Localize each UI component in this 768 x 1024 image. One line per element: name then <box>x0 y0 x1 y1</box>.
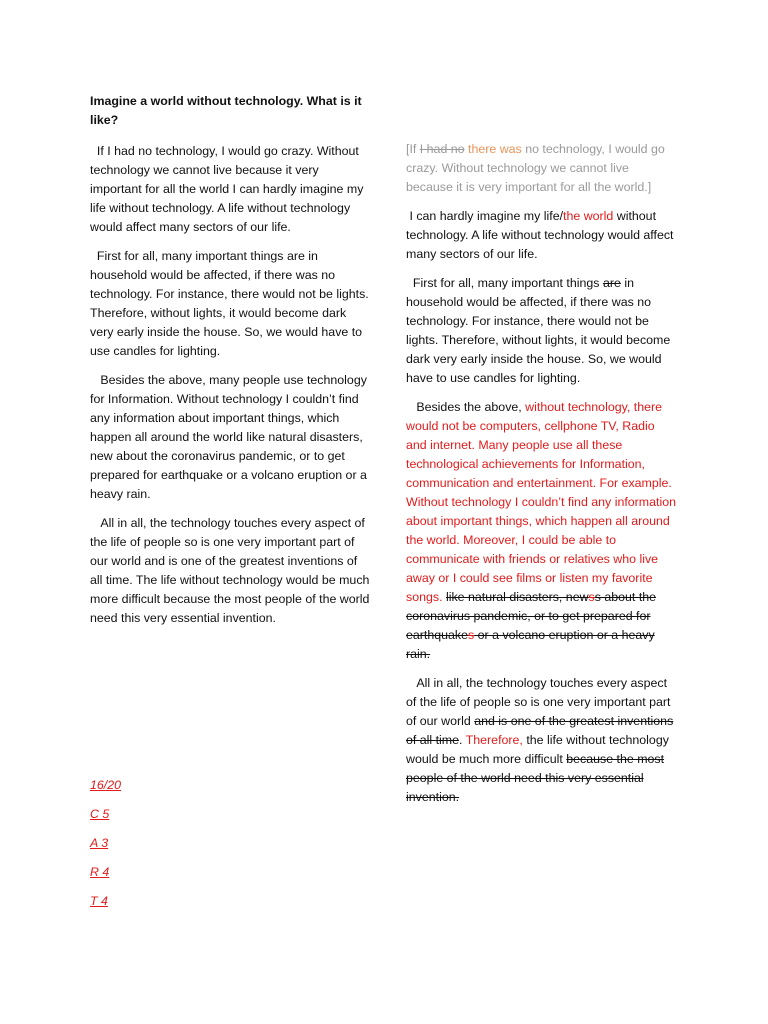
correction-p0-rest: no technology, I would go crazy. Without technology we cannot live because it is very important for all the world.] <box>406 142 665 194</box>
essay-paragraph-4 <box>90 514 370 628</box>
correction-p3-strike-1: like natural disasters, new <box>445 590 589 604</box>
grade-r: R 4 <box>90 865 110 879</box>
correction-p3-strike-s2: s <box>468 628 475 642</box>
correction-p2-b: in household would be affected, if there was no technology. For instance, there would not be lights. Therefore, without lights, it would become dark very early inside the house. So, we would have to use candles for lighting. <box>406 276 671 385</box>
correction-p1-b: without technology. A life without technology would affect many sectors of our life. <box>406 209 674 261</box>
correction-p4-strike-2: because the most people of the world need this very essential invention. <box>406 752 665 804</box>
grade-t: T 4 <box>90 894 108 908</box>
essay-paragraph-1-text: If I had no technology, I would go crazy. Without technology we cannot live because it very important for all the world I can hardly imagine my life without technology. A life without technology would affect many sectors of our life. <box>90 144 364 234</box>
original-essay <box>90 92 370 638</box>
correction-paragraph-3 <box>406 398 678 664</box>
correction-p4-insert: Therefore, <box>465 733 523 747</box>
correction-paragraph-2 <box>406 274 678 388</box>
essay-paragraph-4-text: All in all, the technology touches every aspect of the life of people so is one very important part of our world and is one of the greatest inventions of all time. The life without technology would be much more difficult because the most people of the world need this very essential invention. <box>90 516 370 625</box>
essay-paragraph-3-text: Besides the above, many people use technology for Information. Without technology I couldn’t find any information about important things, which happen all around the world like natural disasters, new about the coronavirus pandemic, or to get prepared for earthquake or a volcano eruption or a heavy rain. <box>90 373 367 501</box>
correction-p4-b: . <box>459 733 466 747</box>
correction-p1-a: I can hardly imagine my life/ <box>409 209 564 223</box>
essay-paragraph-2 <box>90 247 370 361</box>
correction-paragraph-0 <box>406 140 678 197</box>
correction-p3-strike-4: or a volcano eruption or a heavy rain. <box>406 628 655 661</box>
essay-paragraph-3 <box>90 371 370 504</box>
correction-paragraph-1 <box>406 207 678 264</box>
correction-p3-insert-1: without technology, there would not be computers, cellphone TV, Radio and internet. Many people use all these technological achievements for Information, communication and entertainment. For example. <box>406 400 672 490</box>
corrected-essay <box>406 140 678 817</box>
grade-list <box>90 776 121 921</box>
correction-p2-a: First for all, many important things <box>412 276 603 290</box>
correction-p1-insert: the world <box>563 209 614 223</box>
correction-p4-c: the life without technology would be much more difficult <box>406 733 669 766</box>
correction-p2-strike: are <box>602 276 621 290</box>
essay-paragraph-1 <box>90 142 370 237</box>
grade-c: C 5 <box>90 807 110 821</box>
essay-title: Imagine a world without technology. What is it like? <box>90 94 362 127</box>
correction-p3-strike-2: s about the coronavirus pandemic, or to get prepared for earthquake <box>406 590 657 642</box>
essay-paragraph-2-text: First for all, many important things are in household would be affected, if there was no technology. For instance, there would not be lights. Therefore, without lights, it would become dark very early inside the house. So, we would have to use candles for lighting. <box>90 249 369 358</box>
correction-p0-insert: there was <box>464 142 522 156</box>
correction-p4-strike-1: and is one of the greatest inventions of all time <box>406 714 674 747</box>
correction-p3-insert-2: Without technology I couldn’t find any information about important things, which happen all around the world. Moreover, I could be able to communicate with friends or relatives who live away or I could see films or listen my favorite songs. <box>406 495 676 604</box>
grade-a: A 3 <box>90 836 109 850</box>
correction-p0-strike: I had no <box>419 142 465 156</box>
correction-p0-open: [If <box>406 142 420 156</box>
correction-p4-a: All in all, the technology touches every aspect of the life of people so is one very important part of our world <box>406 676 671 728</box>
grade-total: 16/20 <box>90 778 122 792</box>
correction-p3-strike-s: s <box>588 590 595 604</box>
correction-p3-a: Besides the above, <box>416 400 526 414</box>
correction-paragraph-4 <box>406 674 678 807</box>
